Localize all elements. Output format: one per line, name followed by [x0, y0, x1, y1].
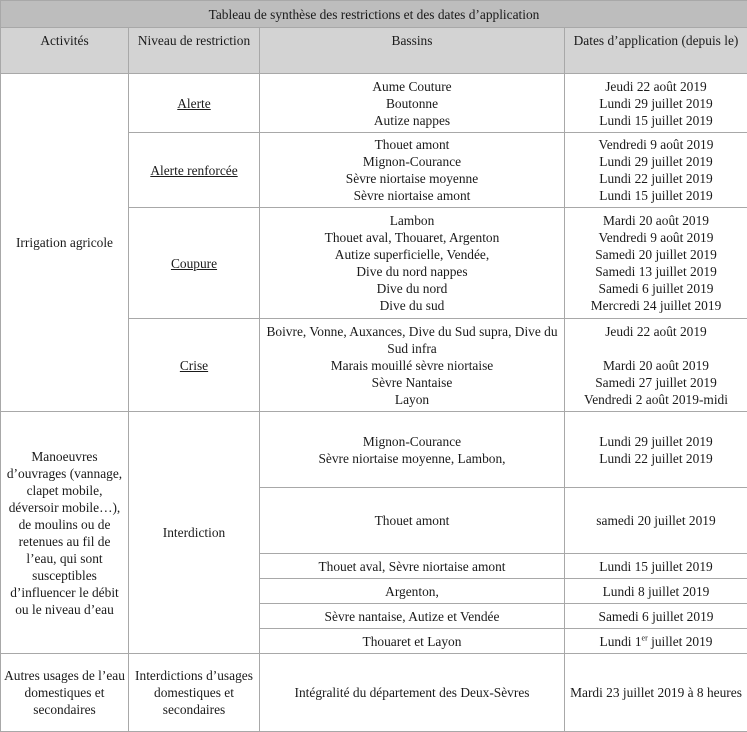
bassin-item: Autize superficielle, Vendée,: [262, 246, 562, 263]
date-item: Lundi 15 juillet 2019: [567, 187, 745, 204]
bassin-item: Dive du nord nappes: [262, 263, 562, 280]
bassin-item: Dive du sud: [262, 297, 562, 314]
activity-autres-usages: Autres usages de l’eau domestiques et secondaires: [1, 654, 129, 732]
bassin-item: Mignon-Courance: [262, 433, 562, 450]
bassin-item: Autize nappes: [262, 112, 562, 129]
bassin-item: Layon: [262, 391, 562, 408]
date-cell: Samedi 6 juillet 2019: [565, 604, 747, 629]
bassin-item: Thouet amont: [262, 136, 562, 153]
bassin-item: Mignon-Courance: [262, 153, 562, 170]
date-item: Samedi 13 juillet 2019: [567, 263, 745, 280]
date-text: Lundi 1: [600, 634, 642, 649]
date-item: Mardi 20 août 2019: [567, 212, 745, 229]
bassins-cell: [260, 133, 565, 208]
table-title: Tableau de synthèse des restrictions et des dates d’application: [1, 1, 747, 28]
bassins-cell: [260, 319, 565, 412]
activity-manoeuvres: Manoeuvres d’ouvrages (vannage, clapet mobile, déversoir mobile…), de moulins ou de retenues au fil de l’eau, qui sont susceptibles d’influencer le débit ou le niveau d’eau: [1, 412, 129, 654]
bassin-cell: Thouet amont: [260, 488, 565, 554]
date-spacer: [567, 340, 745, 357]
date-item: Lundi 15 juillet 2019: [567, 112, 745, 129]
date-item: Jeudi 22 août 2019: [567, 323, 745, 340]
bassin-item: Boivre, Vonne, Auxances, Dive du Sud supra, Dive du Sud infra: [262, 323, 562, 357]
bassins-cell: [260, 74, 565, 133]
bassins-cell: [260, 208, 565, 319]
bassins-cell: [260, 412, 565, 488]
bassin-item: Sèvre niortaise moyenne, Lambon,: [262, 450, 562, 467]
date-item: Vendredi 2 août 2019-midi: [567, 391, 745, 408]
activity-irrigation: Irrigation agricole: [1, 74, 129, 412]
header-bassins: Bassins: [260, 28, 565, 74]
dates-cell: [565, 208, 747, 319]
date-superscript: er: [642, 633, 648, 642]
header-niveau: Niveau de restriction: [129, 28, 260, 74]
bassin-item: Thouet aval, Thouaret, Argenton: [262, 229, 562, 246]
date-item: Vendredi 9 août 2019: [567, 136, 745, 153]
bassin-item: Aume Couture: [262, 78, 562, 95]
date-cell: Lundi 15 juillet 2019: [565, 554, 747, 579]
date-item: Lundi 22 juillet 2019: [567, 170, 745, 187]
level-interdiction: Interdiction: [129, 412, 260, 654]
bassin-item: Lambon: [262, 212, 562, 229]
date-cell: Mardi 23 juillet 2019 à 8 heures: [565, 654, 747, 732]
date-cell: Lundi 8 juillet 2019: [565, 579, 747, 604]
bassin-item: Sèvre Nantaise: [262, 374, 562, 391]
date-item: Mardi 20 août 2019: [567, 357, 745, 374]
header-activites: Activités: [1, 28, 129, 74]
dates-cell: [565, 412, 747, 488]
bassin-item: Dive du nord: [262, 280, 562, 297]
level-interdictions-usages: Interdictions d’usages domestiques et secondaires: [129, 654, 260, 732]
bassin-cell: Thouaret et Layon: [260, 629, 565, 654]
dates-cell: [565, 74, 747, 133]
level-alerte-renforcee: [129, 133, 260, 208]
bassin-cell: Thouet aval, Sèvre niortaise amont: [260, 554, 565, 579]
date-cell: [565, 629, 747, 654]
date-item: Mercredi 24 juillet 2019: [567, 297, 745, 314]
header-dates: Dates d’application (depuis le): [565, 28, 747, 74]
bassin-cell: Intégralité du département des Deux-Sèvres: [260, 654, 565, 732]
level-label: Crise: [180, 358, 208, 373]
level-label: Alerte: [177, 96, 210, 111]
bassin-cell: Argenton,: [260, 579, 565, 604]
date-item: Samedi 6 juillet 2019: [567, 280, 745, 297]
date-item: Samedi 20 juillet 2019: [567, 246, 745, 263]
level-crise: [129, 319, 260, 412]
bassin-item: Marais mouillé sèvre niortaise: [262, 357, 562, 374]
date-item: Lundi 22 juillet 2019: [567, 450, 745, 467]
level-label: Alerte renforcée: [150, 163, 237, 178]
date-item: Samedi 27 juillet 2019: [567, 374, 745, 391]
bassin-cell: Sèvre nantaise, Autize et Vendée: [260, 604, 565, 629]
date-item: Lundi 29 juillet 2019: [567, 95, 745, 112]
date-item: Lundi 29 juillet 2019: [567, 433, 745, 450]
bassin-item: Sèvre niortaise amont: [262, 187, 562, 204]
dates-cell: [565, 319, 747, 412]
level-alerte: [129, 74, 260, 133]
dates-cell: [565, 133, 747, 208]
level-coupure: [129, 208, 260, 319]
date-item: Vendredi 9 août 2019: [567, 229, 745, 246]
bassin-item: Sèvre niortaise moyenne: [262, 170, 562, 187]
bassin-item: Boutonne: [262, 95, 562, 112]
date-text: juillet 2019: [648, 634, 713, 649]
date-cell: samedi 20 juillet 2019: [565, 488, 747, 554]
date-item: Jeudi 22 août 2019: [567, 78, 745, 95]
date-item: Lundi 29 juillet 2019: [567, 153, 745, 170]
level-label: Coupure: [171, 256, 217, 271]
